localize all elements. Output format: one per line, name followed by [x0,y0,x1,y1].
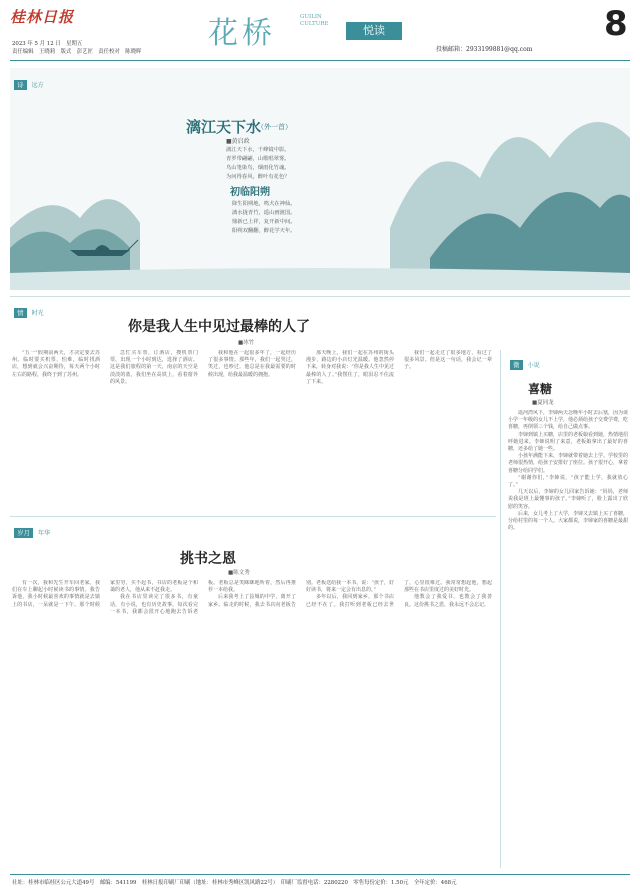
poem-line: 漓江天下水，千峰镜中影。 [226,147,290,153]
section-divider [10,516,496,517]
paragraph: 我和他在一起很多年了，一起经历了很多事情。那些年，我们一起哭过，笑过，也吵过。他总是在我最需要的时候出现，给我最温暖的拥抱。 [208,350,296,378]
paragraph: 几天以后，李婶的女儿回家告诉她：“妈妈，老师说我是班上最懂事的孩子。”李婶听了，脸上露出了欣慰的笑容。 [508,489,628,510]
article2-title: 挑书之恩 [180,551,236,567]
paragraph: 有一次，我和先生开车回老家，我们在车上聊起小时候读书的事情。我告诉他，我小时候最喜欢的事情就是去镇上的书店，一呆就是一下午。那个时候家里穷，买不起书，书店的老板是个和蔼的老人，他从来不赶我走。 [12,580,198,608]
article3-column-tag [510,352,540,371]
header-rule [10,60,630,61]
article2-sub: 年华 [38,530,51,537]
article2-body [12,580,492,868]
paragraph: 李婶到镇上买糖，店里的老板娘看到她，热情地招呼她进来。李婶说明了来意，老板娘拿出了最好的喜糖，还多给了她一些。 [508,431,628,453]
article2-author: ■陈文秀 [228,570,250,576]
issue-date: 2023 年 5 月 12 日 星期五 [12,41,83,47]
section-english-line2: CULTURE [300,21,329,27]
page-number: 8 [604,4,628,44]
paragraph: 他教会了我爱书，也教会了我善良。这份挑书之恩，我永远不会忘记。 [404,594,492,608]
article3-sub: 小说 [527,362,540,369]
poem-line: 阳朔双翻翻，醉花学天年。 [232,228,296,234]
poem-line: 为问得春风，醉叶有花色？ [226,174,290,180]
article1-column-tag [14,300,44,319]
paragraph: 多年以后，我回到家乡，那个书店已经不在了。我打听到老板已经去世了，心里很难过。我常常想起他，想起那些在书店里度过的美好时光。 [306,580,492,608]
poem-line: 降生阳朔地，鸣犬在神仙。 [232,201,296,207]
section-title: 花桥 [208,16,276,51]
landscape-illustration [10,68,630,290]
poem-subtitle: （外一首） [257,123,292,131]
masthead-logo: 桂林日报 [10,8,75,26]
poetry-tag: 诗 [14,80,27,90]
column-divider [500,350,501,868]
article1-author: ■冰竹 [238,340,255,346]
paragraph: 我在书店里读完了很多书，有童话，有小说，也有历史故事。每次看完一本书，我都会很开心地跑去告诉老板。老板总是笑眯眯地听着，然后再推荐一本给我。 [110,580,296,615]
article3-title: 喜糖 [528,382,553,396]
footer-rule [10,874,630,875]
article3-body [508,410,628,868]
section-english-line1: GUILIN [300,14,322,20]
poem-line: 鼎新已上祥，复开新中间。 [232,219,296,225]
poem-line: 鸟山笔染鸟，烟雨化竹魂。 [226,165,290,171]
poem-title: 漓江天下水 [186,118,262,136]
footer-info: 社址：桂林市临桂区公元大道49号 邮编：541199 桂林日报印刷厂印刷（地址：桂林市秀峰区凯风路22号） 印刷厂监督电话：2280220 零售每份定价：1.50元 全年定价：468元 [12,880,457,886]
poetry-sub: 远方 [31,82,44,89]
section-divider [10,296,630,297]
article1-sub: 时光 [31,310,44,317]
poem-line: 漓水拢青竹，遥山画渡国。 [232,210,296,216]
poem-author: ■黄启政 [226,138,250,145]
article1-body [12,350,492,510]
poem2-title: 初临阳朔 [230,187,270,198]
paragraph: 后来，女儿考上了大学，李婶又去镇上买了喜糖，分给村里的每一个人。大家都说，李婶家的喜糖是最甜的。 [508,510,628,532]
poem2-body [232,200,296,236]
paragraph: 那天晚上，我们一起在苏州的街头漫步，路边的小店灯光温暖。他忽然停下来，转身对我说：“你是我人生中见过最棒的人了。”我愣住了，眼泪忍不住流了下来。 [306,350,394,385]
submission-email: 投稿邮箱：2933199881@qq.com [436,46,533,53]
paragraph: 我们一起走过了很多地方，看过了很多风景。但是这一句话，我会记一辈子。 [404,350,492,371]
article2-column-tag [14,520,50,539]
article3-tag: 微 [510,360,523,370]
paragraph: 后来我考上了县城的中学，离开了家乡。临走的时候，我去书店向老板告别。老板送给我一本书，说：“孩子，好好读书，将来一定会有出息的。” [208,580,394,608]
poem-line: 青罗带翩翩，山歌唱翠雾。 [226,156,290,162]
article3-author: ■夏同龙 [532,400,554,406]
paragraph: “谢谢你们，”李婶说，“孩子能上学，我就放心了。” [508,474,628,489]
paragraph: “五一”假期前两天，才决定要去苏州。临时要买机票，怕难，临时找酒店，想到就会兴奋期待，每天两个小时左右的路程，我终于到了苏州。 [12,350,100,378]
section-english [300,14,329,28]
article1-tag: 情 [14,308,27,318]
issue-info [12,40,141,56]
poem-body [226,146,290,182]
section-tag: 悦读 [346,22,402,40]
issue-editors: 责任编辑 王晓莉 版式 彭艺匠 责任校对 陈晓晖 [12,49,142,55]
paragraph: 小孩年满能下来，李婶就带着她去上学。学校里的老师很热情，给孩子安排好了座位。孩子很开心，拿着喜糖分给同学们。 [508,453,628,474]
article1-title: 你是我人生中见过最棒的人了 [128,319,310,335]
article2-tag: 岁月 [14,528,33,538]
paragraph: 急忙买车票，订酒店，搜机票门票，出现一个小时到达，选择了酒店。这是我们旅程的第一天，南京的天空是淡淡的蓝，我们坐在高铁上，看着窗外的风景。 [110,350,198,385]
paragraph: 遥河湾风下，李婶两夫念晚年小时去后塞，因为谈小学一年级的女儿不上学，他必须给孩子交费学费，吃喜糖，再倒领三个钱，给自己做点事。 [508,410,628,431]
poetry-background [10,68,630,290]
poetry-column-tag [14,72,44,91]
